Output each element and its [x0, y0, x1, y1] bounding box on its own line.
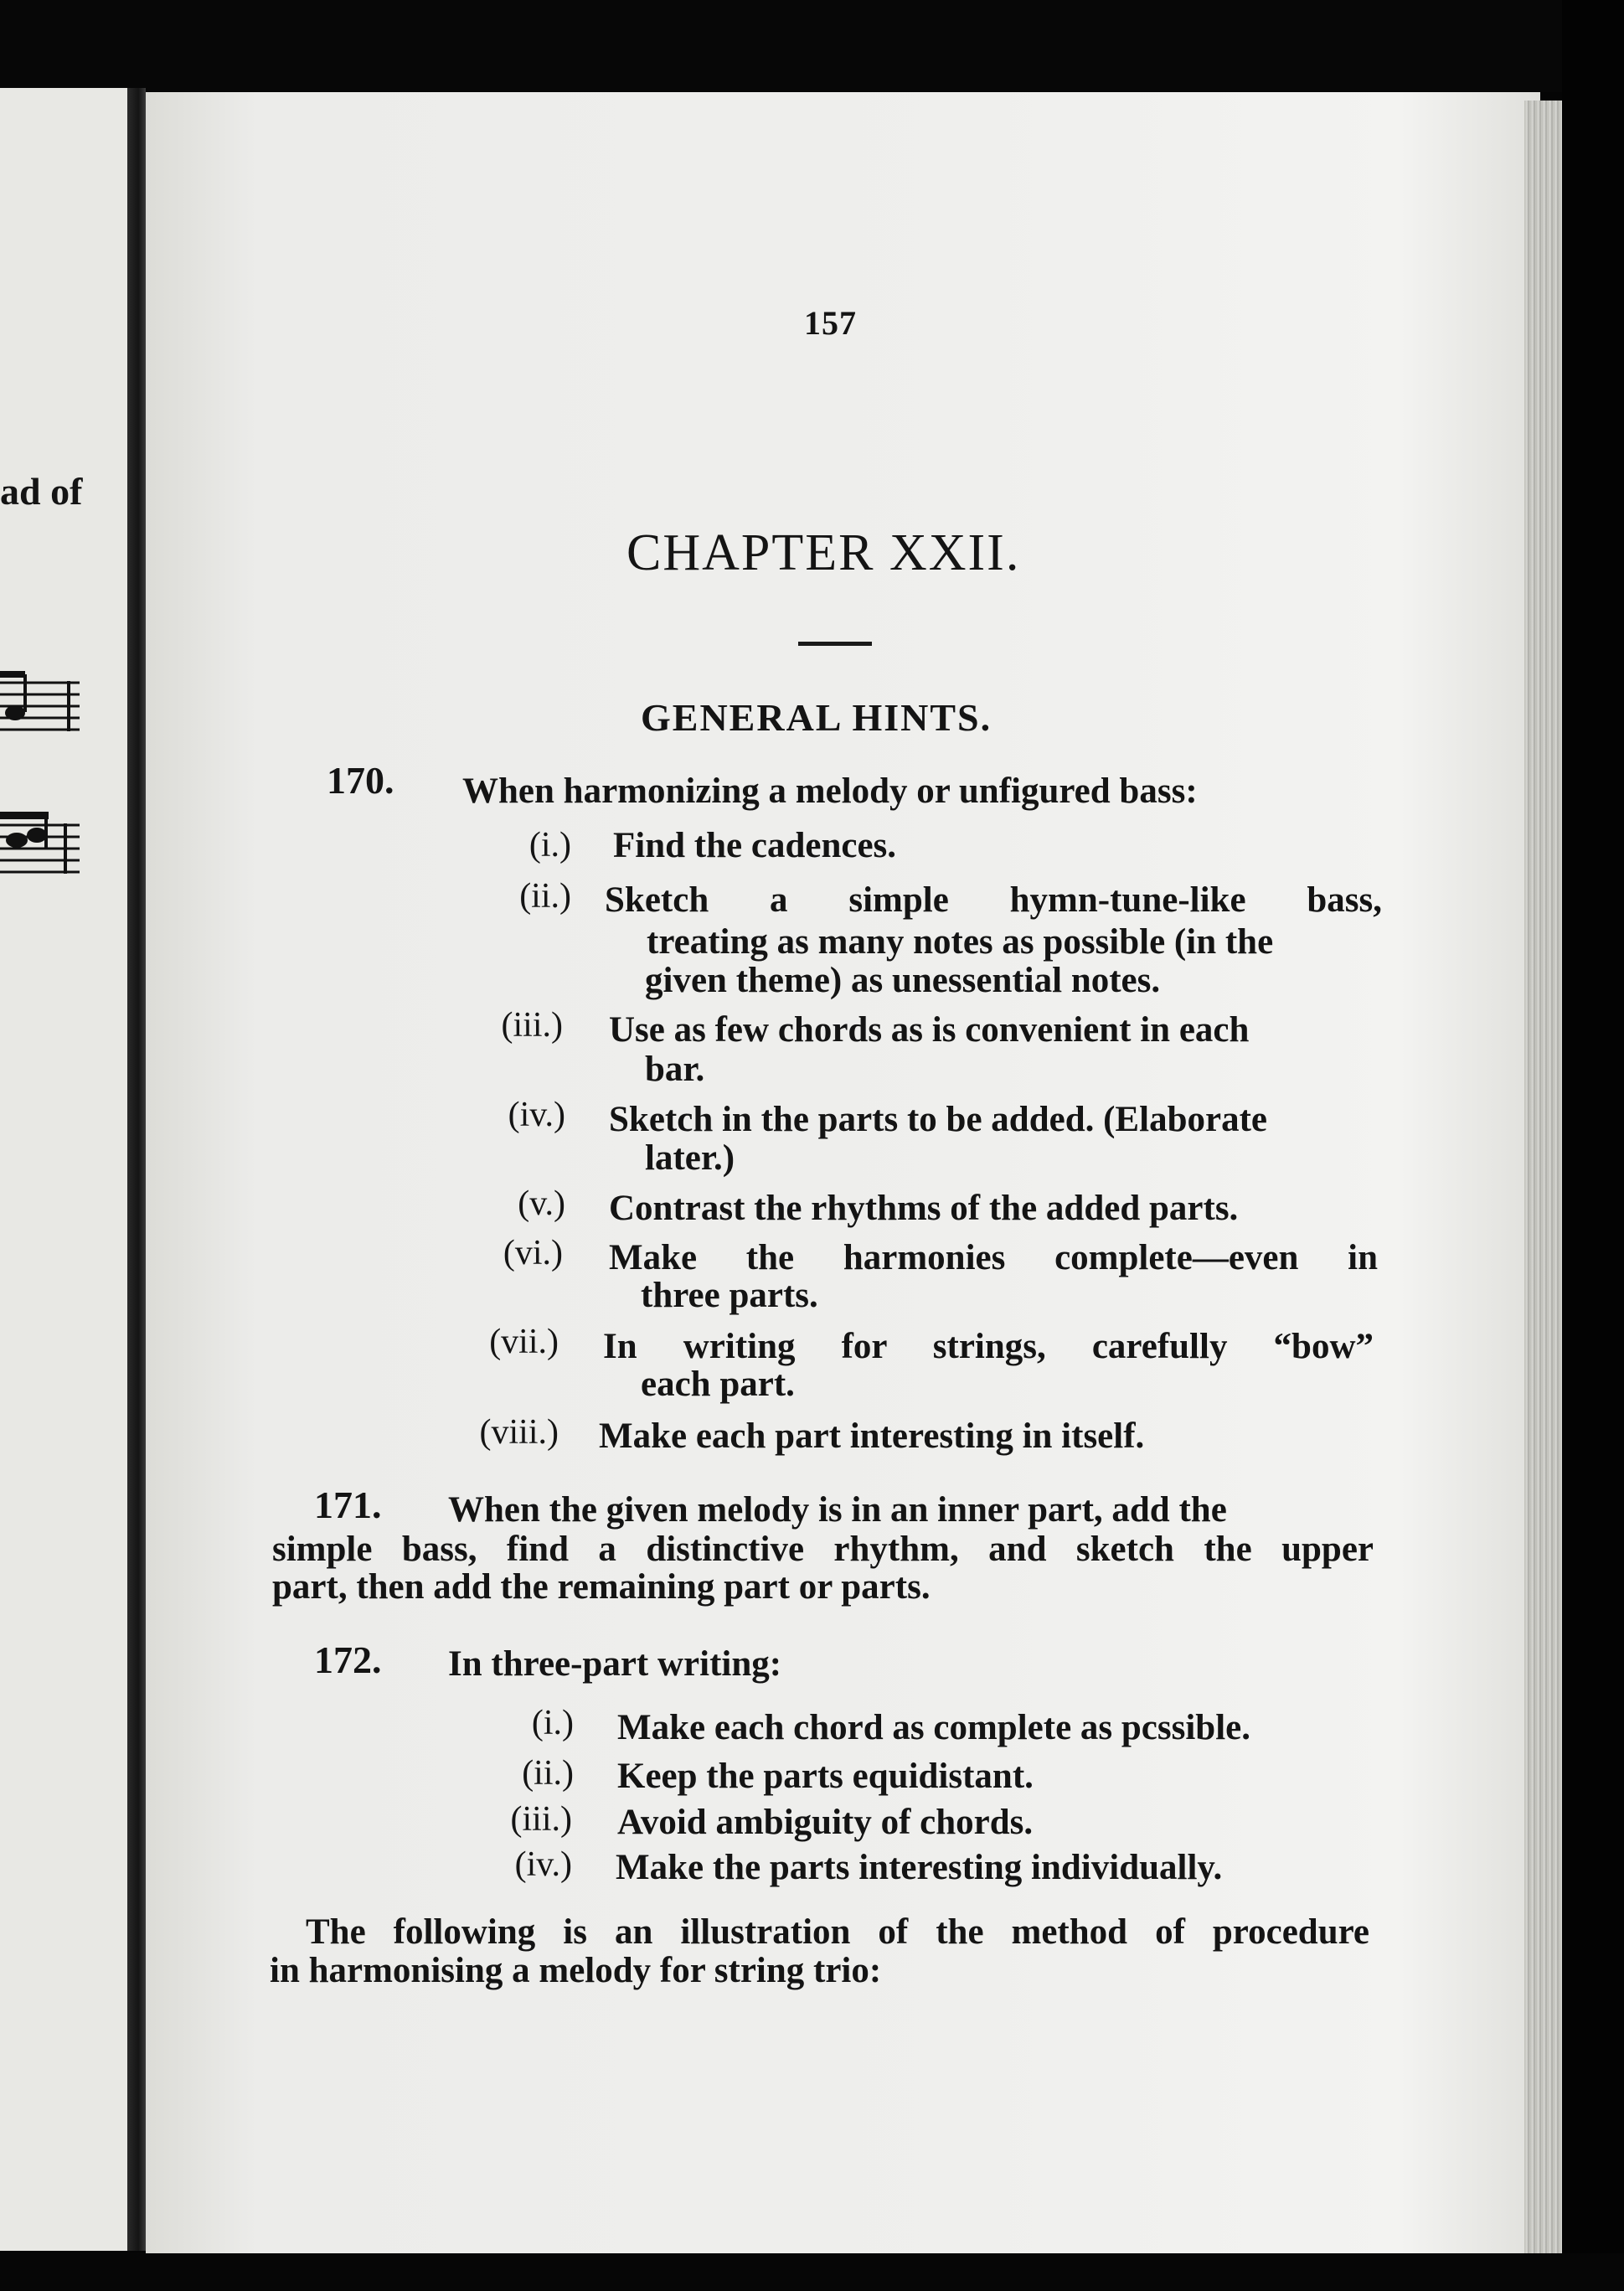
list-item-text-continued: three parts. — [641, 1276, 818, 1315]
list-item-number: (iii.) — [510, 1800, 572, 1839]
music-staff-fragment-icon-2 — [0, 808, 84, 884]
list-item-text-continued: bar. — [645, 1050, 705, 1089]
list-item-text-continued: later.) — [645, 1138, 735, 1178]
list-item-number: (i.) — [531, 1704, 574, 1742]
list-item-text: In writing for strings, carefully “bow” — [603, 1327, 1374, 1366]
paragraph-170-intro: When harmonizing a melody or unfigured bass: — [462, 771, 1198, 811]
closing-paragraph-line: in harmonising a melody for string trio: — [270, 1951, 882, 1990]
paragraph-number-171: 171. — [314, 1483, 382, 1526]
page-number: 157 — [804, 304, 857, 342]
list-item-text: Make the parts interesting individually. — [616, 1848, 1223, 1887]
list-item-number: (v.) — [518, 1184, 565, 1223]
title-rule — [798, 642, 872, 646]
list-item-text: Avoid ambiguity of chords. — [617, 1803, 1034, 1842]
scan-border-right — [1562, 0, 1624, 2291]
paragraph-172-intro: In three-part writing: — [448, 1644, 782, 1684]
scan-border-bottom — [0, 2253, 1624, 2291]
paragraph-number-172: 172. — [314, 1638, 382, 1681]
list-item-number: (i.) — [528, 826, 571, 864]
scan-border-top — [0, 0, 1624, 92]
list-item-text: Make each chord as complete as pcssible. — [617, 1708, 1251, 1747]
list-item-text: Contrast the rhythms of the added parts. — [609, 1189, 1239, 1228]
list-item-text-continued: given theme) as unessential notes. — [645, 961, 1161, 1000]
paragraph-171-line: When the given melody is in an inner part, add the — [448, 1490, 1227, 1530]
section-title: GENERAL HINTS. — [641, 696, 992, 739]
list-item-text: Make the harmonies complete—even in — [609, 1238, 1378, 1277]
music-staff-fragment-icon — [0, 666, 84, 741]
list-item-text: Use as few chords as is convenient in each — [609, 1010, 1250, 1050]
paragraph-171-line: part, then add the remaining part or parts. — [272, 1567, 931, 1607]
list-item-number: (viii.) — [479, 1413, 559, 1452]
chapter-title: CHAPTER XXII. — [626, 524, 1021, 581]
list-item-number: (iv.) — [508, 1096, 565, 1134]
list-item-text-continued: treating as many notes as possible (in the — [647, 922, 1274, 962]
list-item-text: Sketch a simple hymn-tune-like bass, — [605, 880, 1382, 920]
list-item-number: (vii.) — [489, 1323, 559, 1361]
paragraph-171-line: simple bass, find a distinctive rhythm, and sketch the upper — [272, 1530, 1374, 1569]
list-item-text: Make each part interesting in itself. — [599, 1416, 1145, 1456]
list-item-number: (iv.) — [514, 1845, 572, 1884]
list-item-number: (ii.) — [519, 877, 571, 916]
paragraph-number-170: 170. — [327, 759, 394, 802]
book-spine — [127, 88, 146, 2251]
list-item-text-continued: each part. — [641, 1365, 795, 1404]
left-page-text-fragment: ad of — [0, 470, 83, 513]
page-edge-stack — [1524, 101, 1562, 2262]
list-item-number: (ii.) — [522, 1754, 574, 1793]
closing-paragraph-line: The following is an illustration of the method of procedure — [306, 1912, 1369, 1952]
list-item-text: Keep the parts equidistant. — [617, 1757, 1034, 1796]
list-item-number: (iii.) — [501, 1006, 563, 1045]
list-item-text: Find the cadences. — [613, 826, 897, 865]
list-item-number: (vi.) — [503, 1234, 563, 1272]
left-page — [0, 88, 127, 2251]
list-item-text: Sketch in the parts to be added. (Elaborate — [609, 1100, 1267, 1139]
